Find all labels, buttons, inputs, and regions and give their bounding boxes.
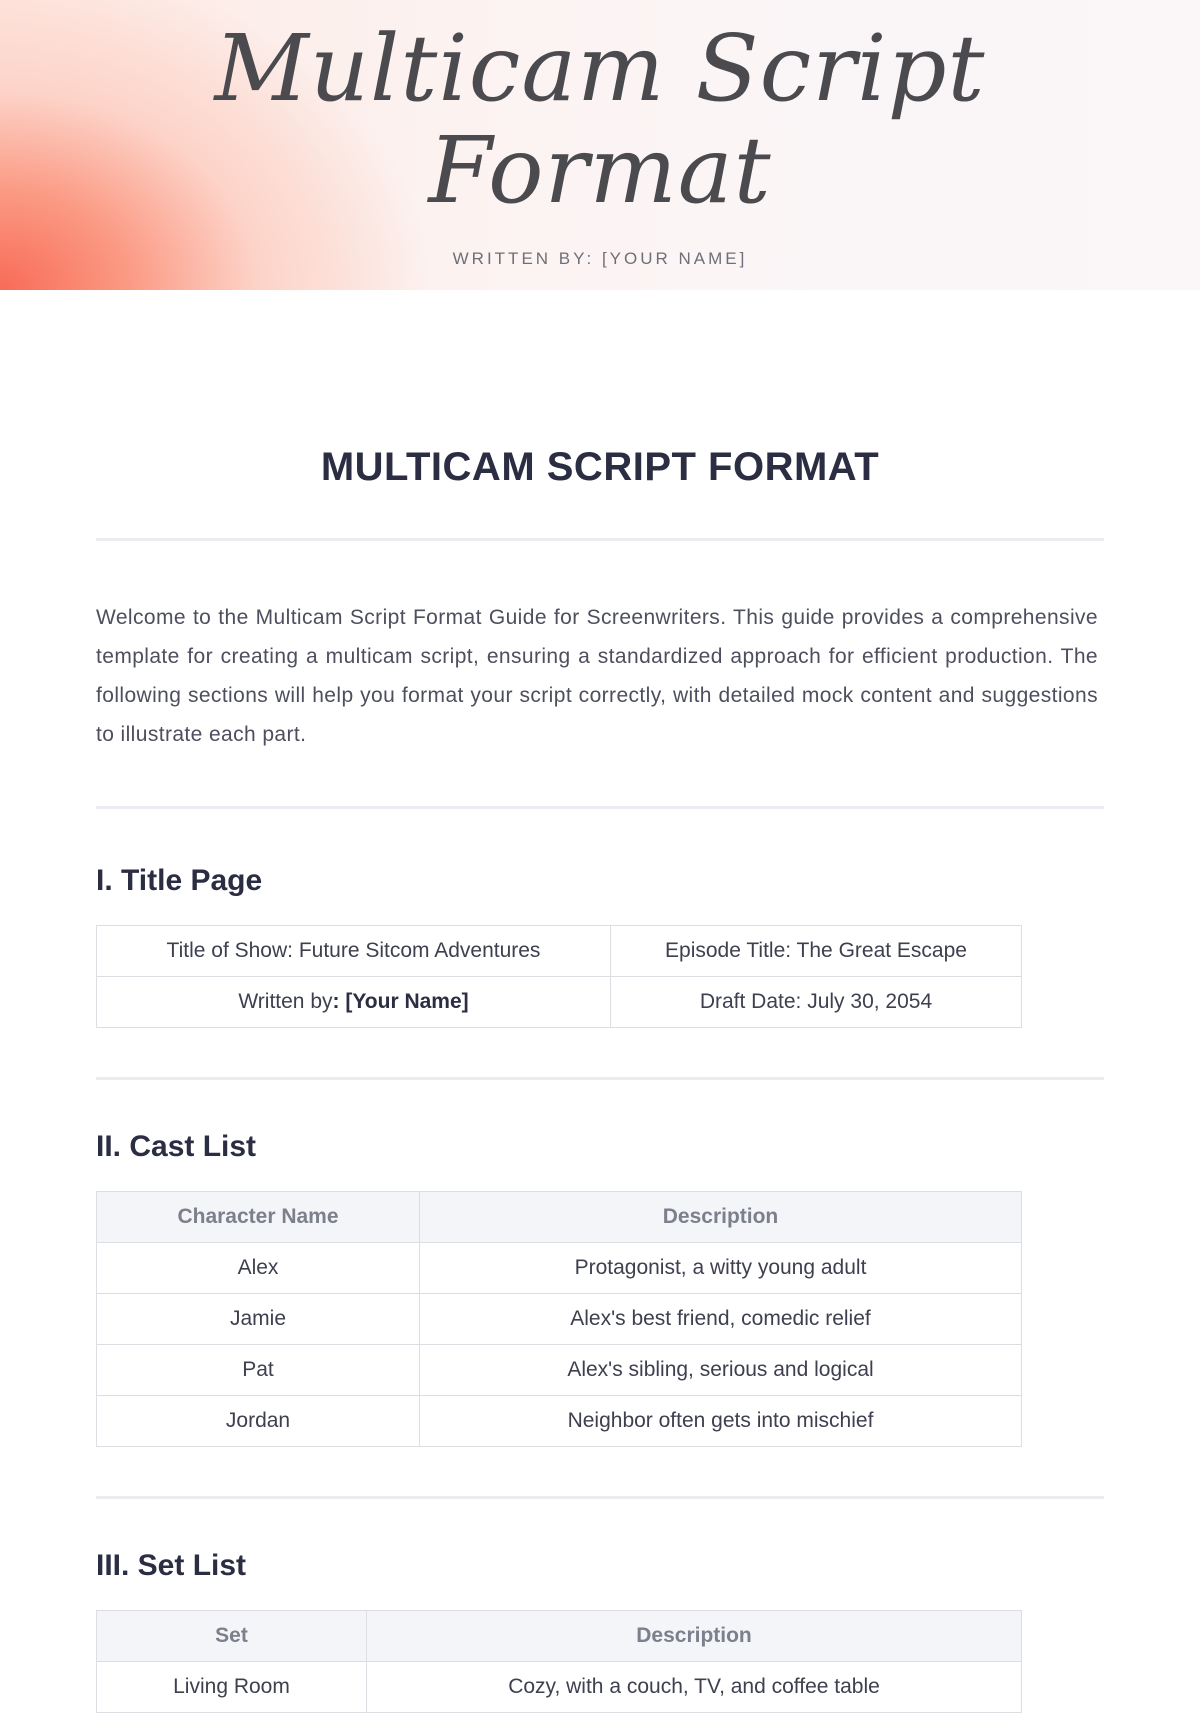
divider <box>96 1496 1104 1499</box>
table-cell: Living Room <box>97 1662 367 1713</box>
table-header-row <box>97 1192 1022 1243</box>
table-row <box>97 1243 1022 1294</box>
banner-subtitle: WRITTEN BY: [YOUR NAME] <box>452 249 748 268</box>
column-header: Set <box>97 1611 367 1662</box>
table-cell: Alex <box>97 1243 420 1294</box>
divider <box>96 538 1104 541</box>
table-cell: Alex's sibling, serious and logical <box>420 1345 1022 1396</box>
column-header: Description <box>420 1192 1022 1243</box>
table-cell: Draft Date: July 30, 2054 <box>611 977 1022 1028</box>
section-heading-title-page: I. Title Page <box>96 864 263 897</box>
header-banner <box>0 0 1200 290</box>
column-header: Character Name <box>97 1192 420 1243</box>
section-heading-cast-list: II. Cast List <box>96 1130 257 1163</box>
table-row <box>97 1345 1022 1396</box>
title-page-table <box>96 925 1022 1028</box>
divider <box>96 806 1104 809</box>
table-row <box>97 1294 1022 1345</box>
table-header-row <box>97 1611 1022 1662</box>
banner-title <box>0 15 1200 224</box>
divider <box>96 1077 1104 1080</box>
document-body <box>96 290 1104 1713</box>
written-by-label: Written by <box>238 990 333 1013</box>
table-row <box>97 1396 1022 1447</box>
table-row <box>97 977 1022 1028</box>
table-row <box>97 926 1022 977</box>
table-cell: Cozy, with a couch, TV, and coffee table <box>367 1662 1022 1713</box>
table-cell: Episode Title: The Great Escape <box>611 926 1022 977</box>
column-header: Description <box>367 1611 1022 1662</box>
set-list-table <box>96 1610 1022 1713</box>
table-cell: Pat <box>97 1345 420 1396</box>
intro-paragraph: Welcome to the Multicam Script Format Guide for Screenwriters. This guide provides a comprehensive template for creating a multicam script, ensuring a standardized approach for efficient production. The following sections will help you format your script correctly, with detailed mock content and suggestions to illustrate each part. <box>96 606 1098 746</box>
cast-list-table <box>96 1191 1022 1447</box>
table-cell: Jamie <box>97 1294 420 1345</box>
page-title: MULTICAM SCRIPT FORMAT <box>320 445 880 489</box>
table-cell: Title of Show: Future Sitcom Adventures <box>97 926 611 977</box>
written-by-value: : [Your Name] <box>332 990 469 1013</box>
section-heading-set-list: III. Set List <box>96 1549 247 1582</box>
table-cell: Alex's best friend, comedic relief <box>420 1294 1022 1345</box>
table-cell <box>97 977 611 1028</box>
banner-title-line-2: Format <box>428 117 772 224</box>
table-row <box>97 1662 1022 1713</box>
table-cell: Neighbor often gets into mischief <box>420 1396 1022 1447</box>
table-cell: Protagonist, a witty young adult <box>420 1243 1022 1294</box>
banner-title-line-1: Multicam Script <box>214 15 986 122</box>
table-cell: Jordan <box>97 1396 420 1447</box>
